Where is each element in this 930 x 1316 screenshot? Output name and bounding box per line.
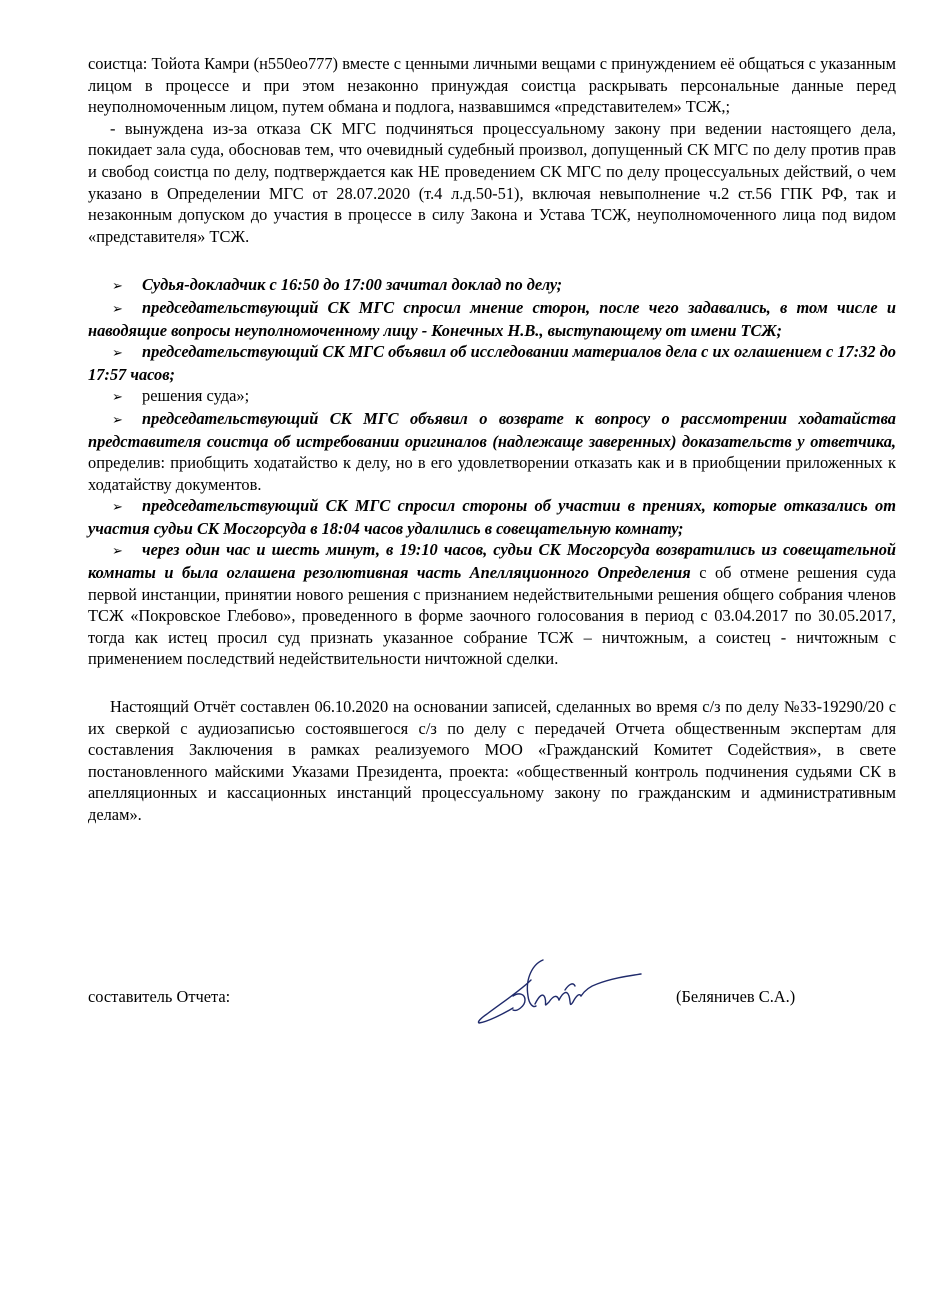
paragraph-intro-1: соистца: Тойота Камри (н550ео777) вместе с ценными личными вещами с принуждением её общаться с указанным лицом в процессе и при этом незаконно принуждая соистца раскрывать персональные данные перед неуполномоченным лицом, путем обмана и подлога, назвавшимся «представителем» ТСЖ,; xyxy=(88,54,896,117)
list-item xyxy=(88,385,896,408)
list-item xyxy=(88,408,896,495)
list-item-bold-text: председательствующий СК МГС объявил о возврате к вопросу о рассмотрении ходатайства представителя соистца об истребовании оригиналов (надлежаще заверенных) доказательств у ответчика, xyxy=(88,408,896,451)
list-item-bold-text: председательствующий СК МГС спросил стороны об участии в прениях, которые отказались от участия судьи СК Мосгорсуда в 18:04 часов удалились в совещательную комнату; xyxy=(88,496,896,538)
list-item-text: решения суда»; xyxy=(142,386,250,406)
document-body xyxy=(88,53,896,826)
author-name: (Беляничев С.А.) xyxy=(676,987,796,1006)
arrow-bullet-icon: ➢ xyxy=(112,389,123,405)
list-item-text: определив: приобщить ходатайство к делу, но в его удовлетворении отказать как и в приобщении приложенных к ходатайству документов. xyxy=(88,453,896,494)
list-item-bold-text: Судья-докладчик с 16:50 до 17:00 зачитал доклад по делу; xyxy=(142,275,563,295)
proceedings-list xyxy=(88,274,896,670)
list-item-bold-text: председательствующий СК МГС спросил мнение сторон, после чего задавались, в том числе и наводящие вопросы неуполномоченному лицу - Конечных Н.В., выступающему от имени ТСЖ; xyxy=(88,297,896,340)
list-item-bold-text: председательствующий СК МГС объявил об исследовании материалов дела с их оглашением с 17:32 до 17:57 часов; xyxy=(88,342,896,384)
list-item-text: с об отмене решения суда первой инстанции, принятии нового решения с признанием недействительными решения общего собрания членов ТСЖ «Покровское Глебово», проведенного в форме заочного голосования в период с 03.04.2017 по 30.05.2017, тогда как истец просил суд признать указанное собрание ТСЖ – ничтожным, а соистец - ничтожным с применением последствий недействительности ничтожной сделки. xyxy=(88,563,896,669)
list-item xyxy=(88,539,896,670)
signature-label: составитель Отчета: xyxy=(88,987,231,1006)
list-item xyxy=(88,341,896,385)
paragraph-intro-2: - вынуждена из-за отказа СК МГС подчиняться процессуальному закону при ведении настоящего дела, покидает зала суда, обосновав тем, что очевидный судебный произвол, допущенный СК МГС по делу против прав и свобод соистца по делу, подтверждается как НЕ проведением СК МГС по делу процессуальных действий, о чем указано в Определении МГС от 28.07.2020 (т.4 л.д.50-51), включая невыполнение ч.2 ст.56 ГПК РФ, так и незаконным допуском до участия в процессе в силу Закона и Устава ТСЖ, неуполномоченного лица под видом «представителя» ТСЖ. xyxy=(88,118,896,246)
list-item xyxy=(88,297,896,341)
arrow-bullet-icon: ➢ xyxy=(112,499,123,515)
signature-block xyxy=(88,986,896,1046)
list-item-bold-text: через один час и шесть минут, в 19:10 часов, судьи СК Мосгорсуда возвратились из совещательной комнаты и была оглашена резолютивная часть Апелляционного Определения xyxy=(88,540,896,583)
arrow-bullet-icon: ➢ xyxy=(112,411,123,427)
arrow-bullet-icon: ➢ xyxy=(112,278,123,294)
arrow-bullet-icon: ➢ xyxy=(112,345,123,361)
list-item xyxy=(88,495,896,539)
arrow-bullet-icon: ➢ xyxy=(112,300,123,316)
list-item xyxy=(88,274,896,297)
handwritten-signature-icon xyxy=(473,956,648,1041)
arrow-bullet-icon: ➢ xyxy=(112,543,123,559)
paragraph-final: Настоящий Отчёт составлен 06.10.2020 на основании записей, сделанных во время с/з по делу №33-19290/20 с их сверкой с аудиозаписью состоявшегося с/з по делу с передачей Отчета общественным экспертам для составления Заключения в рамках реализуемого МОО «Гражданский Комитет Содействия», в свете постановленного майскими Указами Президента, проекта: «общественный контроль подчинения судьями СК в апелляционных и кассационных инстанций процессуальному закону по гражданским и административным делам». xyxy=(88,697,896,824)
